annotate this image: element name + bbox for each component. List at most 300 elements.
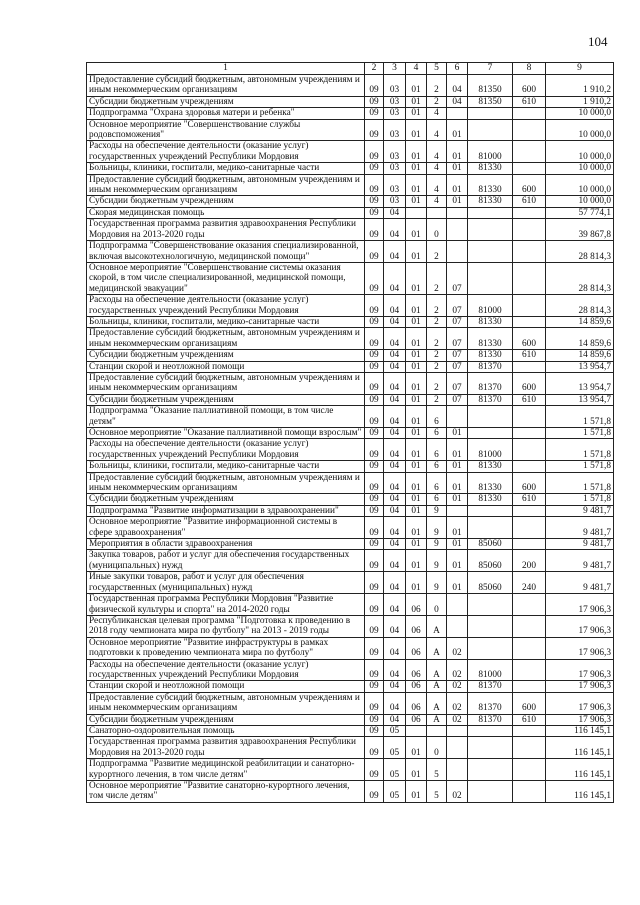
table-row [87,241,614,263]
row-name-cell: Предоставление субсидий бюджетным, автономным учреждениям и иным некоммерческим организациям [87,174,365,196]
code-cell-8 [513,759,546,781]
code-cell-6 [447,207,468,218]
code-cell-7: 81350 [468,75,513,97]
code-cell-5: 4 [427,196,447,207]
amount-cell: 13 954,7 [546,361,614,372]
header-col-6: 6 [447,63,468,75]
code-cell-4: 01 [406,428,427,439]
code-cell-6: 07 [447,262,468,294]
amount-cell: 1 571,8 [546,494,614,505]
code-cell-6 [447,737,468,759]
table-row [87,295,614,317]
code-cell-5: 6 [427,472,447,494]
row-name-cell: Подпрограмма "Совершенствование оказания специализированной, включая высокотехнологичную, медицинской помощи" [87,241,365,263]
row-name-cell: Субсидии бюджетным учреждениям [87,196,365,207]
code-cell-7: 85060 [468,572,513,594]
amount-cell: 1 571,8 [546,406,614,428]
code-cell-5: 2 [427,241,447,263]
code-cell-5: А [427,681,447,692]
amount-cell: 9 481,7 [546,539,614,550]
code-cell-6: 01 [447,550,468,572]
row-name-cell: Больницы, клиники, госпитали, медико-санитарные части [87,316,365,327]
row-name-cell: Больницы, клиники, госпитали, медико-санитарные части [87,163,365,174]
row-name-cell: Основное мероприятие "Развитие информационной системы в сфере здравоохранения" [87,517,365,539]
header-col-9: 9 [546,63,614,75]
code-cell-4: 01 [406,472,427,494]
code-cell-3: 05 [384,759,406,781]
code-cell-3: 04 [384,472,406,494]
amount-cell: 10 000,0 [546,163,614,174]
code-cell-2: 09 [365,262,384,294]
code-cell-5: 0 [427,737,447,759]
code-cell-8 [513,241,546,263]
code-cell-5 [427,207,447,218]
table-row [87,350,614,361]
code-cell-3: 04 [384,316,406,327]
code-cell-4: 06 [406,692,427,714]
code-cell-2: 09 [365,196,384,207]
code-cell-4: 01 [406,108,427,119]
table-row [87,262,614,294]
code-cell-7 [468,505,513,516]
table-row [87,207,614,218]
row-name-cell: Расходы на обеспечение деятельности (оказание услуг) государственных учреждений Республики Мордовия [87,659,365,681]
table-row [87,505,614,516]
code-cell-2: 09 [365,615,384,637]
table-row [87,108,614,119]
amount-cell: 17 906,3 [546,714,614,725]
code-cell-8: 610 [513,394,546,405]
row-name-cell: Предоставление субсидий бюджетным, автономным учреждениям и иным некоммерческим организациям [87,328,365,350]
code-cell-7 [468,781,513,803]
code-cell-3: 04 [384,714,406,725]
code-cell-4: 01 [406,572,427,594]
code-cell-7 [468,406,513,428]
code-cell-4: 01 [406,196,427,207]
code-cell-5: 4 [427,141,447,163]
code-cell-7 [468,517,513,539]
code-cell-6: 01 [447,539,468,550]
code-cell-8 [513,108,546,119]
amount-cell: 17 906,3 [546,615,614,637]
header-col-5: 5 [427,63,447,75]
code-cell-3: 04 [384,361,406,372]
code-cell-2: 09 [365,241,384,263]
code-cell-5: 2 [427,316,447,327]
code-cell-2: 09 [365,637,384,659]
row-name-cell: Основное мероприятие "Развитие инфраструктуры в рамках подготовки к проведению чемпионата мира по футболу" [87,637,365,659]
code-cell-7 [468,725,513,736]
row-name-cell: Предоставление субсидий бюджетным, автономным учреждениям и иным некоммерческим организациям [87,692,365,714]
budget-table [86,62,614,803]
code-cell-4: 06 [406,615,427,637]
code-cell-5: 2 [427,328,447,350]
amount-cell: 14 859,6 [546,350,614,361]
code-cell-4: 06 [406,637,427,659]
code-cell-3: 05 [384,781,406,803]
code-cell-6 [447,505,468,516]
code-cell-3: 05 [384,725,406,736]
row-name-cell: Подпрограмма "Развитие медицинской реабилитации и санаторно-курортного лечения, в том числе детям" [87,759,365,781]
code-cell-3: 04 [384,615,406,637]
code-cell-8: 240 [513,572,546,594]
code-cell-2: 09 [365,659,384,681]
code-cell-5: 2 [427,361,447,372]
code-cell-4: 06 [406,594,427,616]
code-cell-3: 04 [384,681,406,692]
code-cell-6: 01 [447,472,468,494]
row-name-cell: Предоставление субсидий бюджетным, автономным учреждениям и иным некоммерческим организациям [87,75,365,97]
row-name-cell: Субсидии бюджетным учреждениям [87,714,365,725]
code-cell-7: 81000 [468,141,513,163]
code-cell-2: 09 [365,461,384,472]
code-cell-2: 09 [365,141,384,163]
code-cell-3: 04 [384,350,406,361]
amount-cell: 13 954,7 [546,372,614,394]
amount-cell: 10 000,0 [546,174,614,196]
code-cell-2: 09 [365,219,384,241]
code-cell-2: 09 [365,207,384,218]
code-cell-8 [513,316,546,327]
code-cell-7: 81370 [468,692,513,714]
row-name-cell: Скорая медицинская помощь [87,207,365,218]
code-cell-7 [468,737,513,759]
code-cell-7 [468,207,513,218]
code-cell-3: 04 [384,241,406,263]
row-name-cell: Основное мероприятие "Развитие санаторно-курортного лечения, том числе детям" [87,781,365,803]
table-row [87,316,614,327]
code-cell-6 [447,615,468,637]
row-name-cell: Основное мероприятие "Совершенствование службы родовспоможения" [87,119,365,141]
code-cell-8: 200 [513,550,546,572]
code-cell-2: 09 [365,372,384,394]
code-cell-6 [447,108,468,119]
row-name-cell: Государственная программа Республики Мордовия "Развитие физической культуры и спорта" на 2014-2020 годы [87,594,365,616]
table-row [87,759,614,781]
amount-cell: 14 859,6 [546,316,614,327]
code-cell-6: 01 [447,163,468,174]
code-cell-8: 610 [513,494,546,505]
code-cell-6: 02 [447,681,468,692]
code-cell-7 [468,615,513,637]
code-cell-6: 01 [447,494,468,505]
code-cell-4: 01 [406,781,427,803]
code-cell-2: 09 [365,725,384,736]
code-cell-6: 01 [447,141,468,163]
row-name-cell: Государственная программа развития здравоохранения Республики Мордовия на 2013-2020 годы [87,737,365,759]
row-name-cell: Больницы, клиники, госпитали, медико-санитарные части [87,461,365,472]
table-row [87,594,614,616]
code-cell-2: 09 [365,572,384,594]
code-cell-7: 85060 [468,550,513,572]
code-cell-5: 4 [427,108,447,119]
table-row [87,141,614,163]
code-cell-5: 6 [427,439,447,461]
code-cell-3: 03 [384,119,406,141]
code-cell-2: 09 [365,494,384,505]
table-row [87,572,614,594]
row-name-cell: Предоставление субсидий бюджетным, автономным учреждениям и иным некоммерческим организациям [87,372,365,394]
code-cell-3: 03 [384,163,406,174]
table-row [87,781,614,803]
code-cell-8 [513,725,546,736]
code-cell-3: 05 [384,737,406,759]
code-cell-8 [513,207,546,218]
code-cell-8: 600 [513,692,546,714]
amount-cell: 116 145,1 [546,737,614,759]
code-cell-5: 2 [427,295,447,317]
amount-cell: 10 000,0 [546,108,614,119]
code-cell-5: 5 [427,759,447,781]
code-cell-2: 09 [365,119,384,141]
code-cell-3: 04 [384,461,406,472]
code-cell-2: 09 [365,472,384,494]
row-name-cell: Основное мероприятие "Совершенствование системы оказания скорой, в том числе специализированной, медицинской помощи, медицинской эвакуации" [87,262,365,294]
code-cell-8 [513,219,546,241]
table-header-row [87,63,614,75]
header-col-4: 4 [406,63,427,75]
code-cell-4: 01 [406,372,427,394]
code-cell-6: 07 [447,328,468,350]
code-cell-7: 81370 [468,681,513,692]
header-col-8: 8 [513,63,546,75]
table-body [87,75,614,803]
code-cell-7: 81330 [468,328,513,350]
row-name-cell: Субсидии бюджетным учреждениям [87,96,365,107]
table-row [87,174,614,196]
code-cell-3: 03 [384,96,406,107]
amount-cell: 1 910,2 [546,96,614,107]
code-cell-2: 09 [365,350,384,361]
code-cell-2: 09 [365,174,384,196]
table-row [87,692,614,714]
code-cell-3: 04 [384,692,406,714]
code-cell-7: 85060 [468,539,513,550]
code-cell-7: 81370 [468,372,513,394]
code-cell-4: 01 [406,517,427,539]
code-cell-2: 09 [365,550,384,572]
amount-cell: 14 859,6 [546,328,614,350]
code-cell-4: 06 [406,681,427,692]
amount-cell: 17 906,3 [546,637,614,659]
code-cell-6: 01 [447,439,468,461]
row-name-cell: Санаторно-оздоровительная помощь [87,725,365,736]
code-cell-8 [513,505,546,516]
code-cell-3: 04 [384,219,406,241]
code-cell-2: 09 [365,594,384,616]
amount-cell: 17 906,3 [546,594,614,616]
code-cell-4: 01 [406,174,427,196]
code-cell-6: 07 [447,350,468,361]
code-cell-7: 81330 [468,461,513,472]
code-cell-7: 81370 [468,361,513,372]
row-name-cell: Иные закупки товаров, работ и услуг для обеспечения государственных (муниципальных) нужд [87,572,365,594]
table-row [87,96,614,107]
amount-cell: 1 571,8 [546,428,614,439]
code-cell-7 [468,108,513,119]
amount-cell: 1 571,8 [546,439,614,461]
code-cell-8: 600 [513,472,546,494]
code-cell-2: 09 [365,316,384,327]
amount-cell: 116 145,1 [546,759,614,781]
code-cell-8 [513,439,546,461]
code-cell-5: А [427,615,447,637]
table-row [87,725,614,736]
amount-cell: 9 481,7 [546,550,614,572]
code-cell-7 [468,759,513,781]
code-cell-5 [427,725,447,736]
code-cell-8 [513,594,546,616]
code-cell-3: 03 [384,75,406,97]
code-cell-8: 600 [513,328,546,350]
code-cell-5: 9 [427,550,447,572]
code-cell-6: 02 [447,714,468,725]
code-cell-4: 01 [406,394,427,405]
code-cell-5: 2 [427,75,447,97]
code-cell-6: 04 [447,75,468,97]
code-cell-4: 01 [406,550,427,572]
code-cell-4: 01 [406,75,427,97]
code-cell-5: 4 [427,163,447,174]
code-cell-7: 81370 [468,714,513,725]
code-cell-2: 09 [365,428,384,439]
code-cell-8: 610 [513,196,546,207]
code-cell-4: 01 [406,295,427,317]
amount-cell: 116 145,1 [546,781,614,803]
code-cell-2: 09 [365,163,384,174]
code-cell-3: 04 [384,328,406,350]
table-row [87,615,614,637]
code-cell-7: 81330 [468,196,513,207]
row-name-cell: Основное мероприятие "Оказание паллиативной помощи взрослым" [87,428,365,439]
code-cell-2: 09 [365,681,384,692]
code-cell-4: 06 [406,714,427,725]
row-name-cell: Расходы на обеспечение деятельности (оказание услуг) государственных учреждений Республики Мордовия [87,141,365,163]
table-row [87,550,614,572]
row-name-cell: Расходы на обеспечение деятельности (оказание услуг) государственных учреждений Республики Мордовия [87,295,365,317]
code-cell-5: 5 [427,781,447,803]
code-cell-8: 610 [513,96,546,107]
code-cell-4 [406,725,427,736]
code-cell-4: 01 [406,219,427,241]
table-row [87,637,614,659]
row-name-cell: Станции скорой и неотложной помощи [87,361,365,372]
code-cell-8 [513,659,546,681]
table-row [87,406,614,428]
table-row [87,75,614,97]
code-cell-4: 01 [406,361,427,372]
code-cell-7: 81330 [468,350,513,361]
code-cell-8 [513,517,546,539]
code-cell-5: 2 [427,350,447,361]
code-cell-8: 610 [513,714,546,725]
header-col-7: 7 [468,63,513,75]
amount-cell: 1 571,8 [546,461,614,472]
code-cell-5: А [427,692,447,714]
code-cell-5: 9 [427,572,447,594]
code-cell-6: 07 [447,295,468,317]
code-cell-7 [468,428,513,439]
amount-cell: 1 910,2 [546,75,614,97]
code-cell-3: 04 [384,428,406,439]
row-name-cell: Закупка товаров, работ и услуг для обеспечения государственных (муниципальных) нужд [87,550,365,572]
code-cell-3: 03 [384,196,406,207]
code-cell-7 [468,119,513,141]
code-cell-4: 01 [406,262,427,294]
row-name-cell: Субсидии бюджетным учреждениям [87,394,365,405]
code-cell-7 [468,219,513,241]
code-cell-8 [513,119,546,141]
code-cell-2: 09 [365,539,384,550]
code-cell-3: 04 [384,659,406,681]
row-name-cell: Предоставление субсидий бюджетным, автономным учреждениям и иным некоммерческим организациям [87,472,365,494]
code-cell-3: 04 [384,550,406,572]
row-name-cell: Подпрограмма "Развитие информатизации в здравоохранении" [87,505,365,516]
code-cell-3: 04 [384,439,406,461]
code-cell-7: 81000 [468,659,513,681]
page-number: 104 [588,34,608,49]
code-cell-8 [513,781,546,803]
table-row [87,163,614,174]
code-cell-4: 01 [406,316,427,327]
code-cell-8 [513,406,546,428]
code-cell-8: 610 [513,350,546,361]
code-cell-3: 04 [384,517,406,539]
code-cell-2: 09 [365,759,384,781]
row-name-cell: Мероприятия в области здравоохранения [87,539,365,550]
code-cell-2: 09 [365,96,384,107]
header-col-1: 1 [87,63,365,75]
code-cell-8: 600 [513,174,546,196]
code-cell-6 [447,594,468,616]
code-cell-8 [513,163,546,174]
code-cell-5: 9 [427,517,447,539]
code-cell-4: 01 [406,737,427,759]
code-cell-7: 81370 [468,394,513,405]
code-cell-6: 02 [447,659,468,681]
code-cell-6: 04 [447,96,468,107]
code-cell-4: 01 [406,439,427,461]
code-cell-4: 01 [406,505,427,516]
code-cell-4: 01 [406,163,427,174]
row-name-cell: Подпрограмма "Оказание паллиативной помощи, в том числе детям" [87,406,365,428]
code-cell-7 [468,262,513,294]
amount-cell: 116 145,1 [546,725,614,736]
code-cell-5: А [427,659,447,681]
code-cell-6: 01 [447,174,468,196]
amount-cell: 17 906,3 [546,659,614,681]
code-cell-5: 6 [427,461,447,472]
code-cell-8 [513,141,546,163]
code-cell-3: 04 [384,594,406,616]
code-cell-8 [513,637,546,659]
table-row [87,494,614,505]
table-row [87,737,614,759]
amount-cell: 17 906,3 [546,692,614,714]
code-cell-4: 01 [406,96,427,107]
code-cell-2: 09 [365,295,384,317]
table-row [87,539,614,550]
code-cell-3: 04 [384,372,406,394]
header-col-3: 3 [384,63,406,75]
code-cell-5: А [427,637,447,659]
table-row [87,328,614,350]
table-row [87,714,614,725]
code-cell-2: 09 [365,737,384,759]
amount-cell: 9 481,7 [546,517,614,539]
code-cell-7: 81330 [468,163,513,174]
code-cell-6: 01 [447,428,468,439]
